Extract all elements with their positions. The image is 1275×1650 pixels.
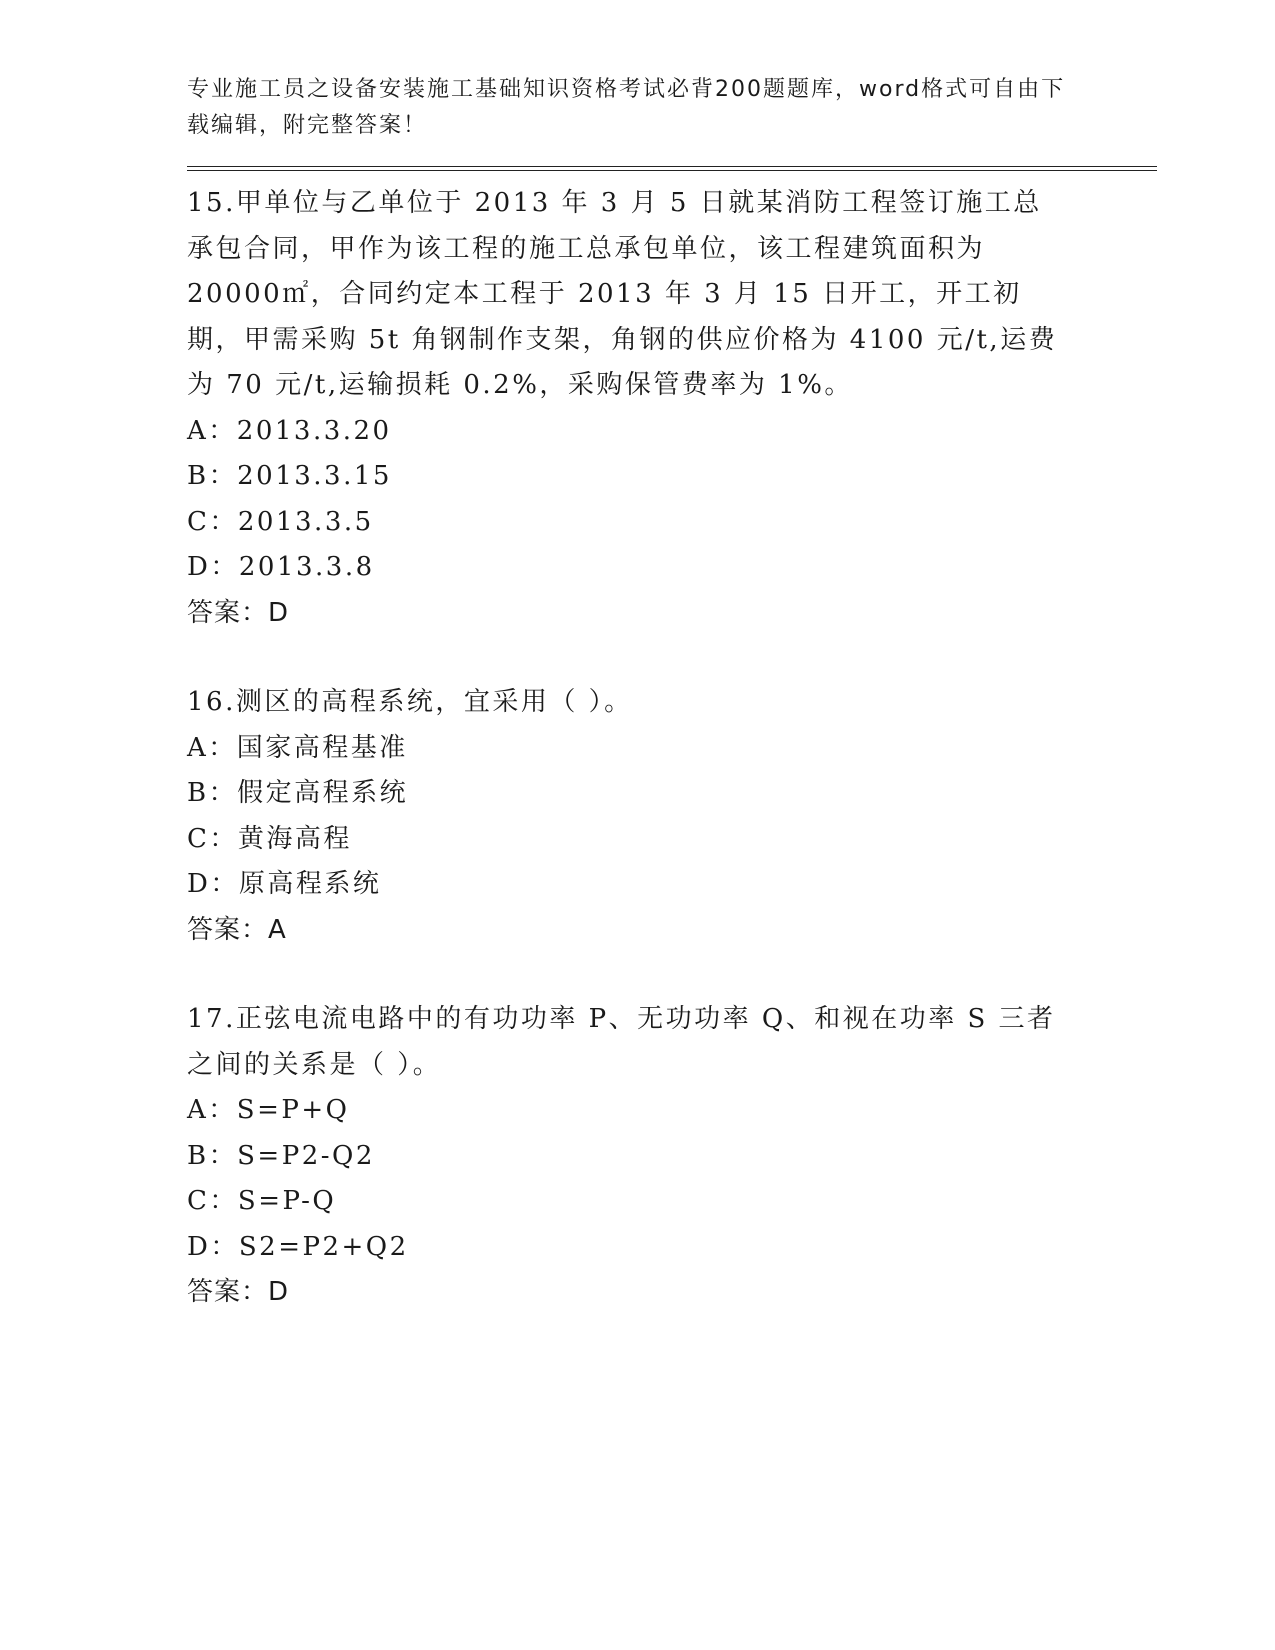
answer-label: 答案：D (187, 1277, 290, 1307)
answer-label: 答案：D (187, 597, 290, 628)
question-15 (187, 181, 1157, 636)
option-b: B：S=P2-Q2 (187, 1140, 375, 1171)
question-stem: 17.正弦电流电路中的有功功率 P、无功功率 Q、和视在功率 S 三者之间的关系是（ ）。 (187, 1004, 1056, 1080)
option-b: B：假定高程系统 (187, 778, 409, 808)
option-a: A：国家高程基准 (187, 732, 408, 763)
option-c: C：黄海高程 (187, 823, 352, 854)
option-a: A：2013.3.20 (187, 415, 392, 446)
option-c: C：S=P-Q (187, 1186, 337, 1216)
question-16 (187, 680, 1157, 953)
option-b: B：2013.3.15 (187, 461, 392, 491)
answer-label: 答案：A (187, 914, 287, 945)
option-a: A：S=P+Q (187, 1095, 350, 1125)
option-d: D：S2=P2+Q2 (187, 1231, 409, 1262)
question-stem: 16.测区的高程系统，宜采用（ ）。 (187, 687, 633, 717)
option-d: D：原高程系统 (187, 869, 382, 899)
question-17 (187, 997, 1157, 1316)
header-divider (187, 166, 1157, 171)
question-stem: 15.甲单位与乙单位于 2013 年 3 月 5 日就某消防工程签订施工总承包合同，甲作为该工程的施工总承包单位，该工程建筑面积为 20000㎡，合同约定本工程于 2013 年 3 月 15 日开工，开工初期，甲需采购 5t 角钢制作支架，角钢的供应价格为 4100 元/t,运费为 70 元/t,运输损耗 0.2%，采购保管费率为 1%。 (187, 188, 1058, 400)
document-header: 专业施工员之设备安装施工基础知识资格考试必背200题题库，word格式可自由下载编辑，附完整答案！ (187, 77, 1066, 138)
option-c: C：2013.3.5 (187, 506, 374, 537)
document-page (187, 72, 1157, 1316)
option-d: D：2013.3.8 (187, 552, 375, 582)
